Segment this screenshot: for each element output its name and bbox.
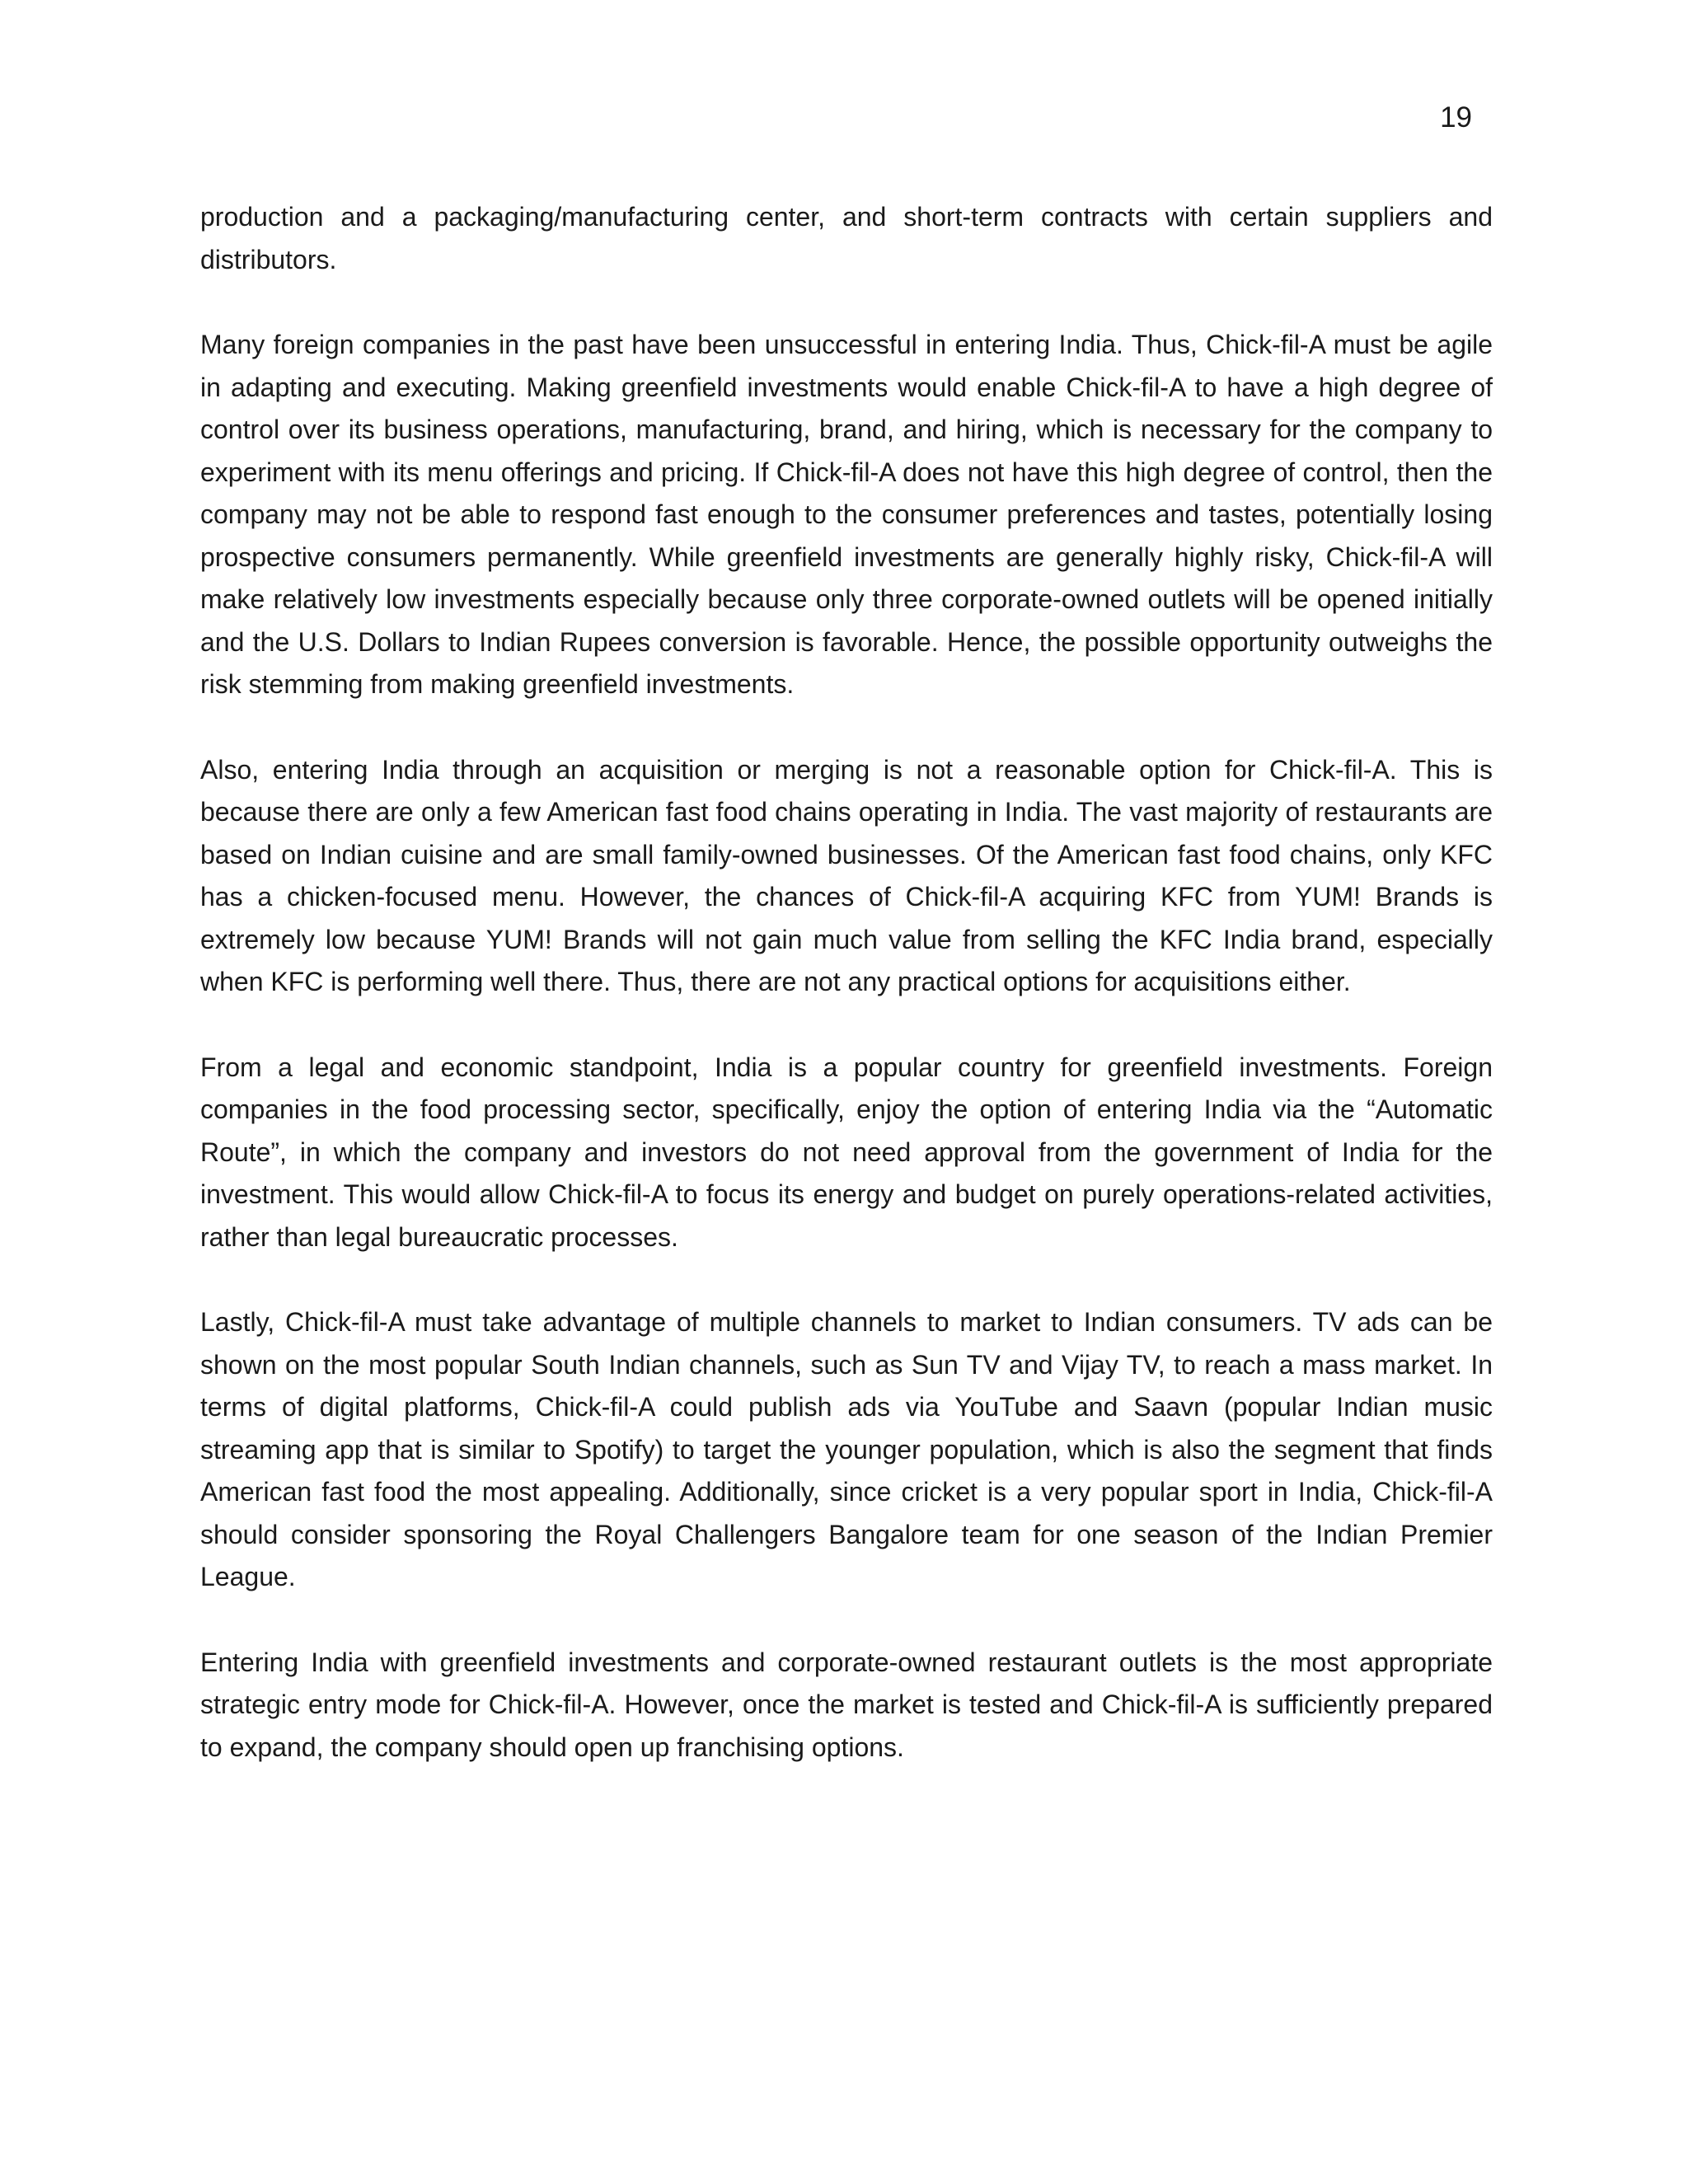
paragraph-3: Also, entering India through an acquisition or merging is not a reasonable option for Chick-fil-A. This is because there are only a few American fast food chains operating in India. The vast majority of restaurants are based on Indian cuisine and are small family-owned businesses. Of the American fast food chains, only KFC has a chicken-focused menu. However, the chances of Chick-fil-A acquiring KFC from YUM! Brands is extremely low because YUM! Brands will not gain much value from selling the KFC India brand, especially when KFC is performing well there. Thus, there are not any practical options for acquisitions either. [200, 754, 1493, 996]
paragraph-5: Lastly, Chick-fil-A must take advantage of multiple channels to market to Indian consumers. TV ads can be shown on the most popular South Indian channels, such as Sun TV and Vijay TV, to reach a mass market. In terms of digital platforms, Chick-fil-A could publish ads via YouTube and Saavn (popular Indian music streaming app that is similar to Spotify) to target the younger population, which is also the segment that finds American fast food the most appealing. Additionally, since cricket is a very popular sport in India, Chick-fil-A should consider sponsoring the Royal Challengers Bangalore team for one season of the Indian Premier League. [200, 1307, 1493, 1591]
paragraph-4: From a legal and economic standpoint, India is a popular country for greenfield investments. Foreign companies in the food processing sector, specifically, enjoy the option of entering India via the “Automatic Route”, in which the company and investors do not need approval from the government of India for the investment. This would allow Chick-fil-A to focus its energy and budget on purely operations-related activities, rather than legal bureaucratic processes. [200, 1052, 1493, 1252]
paragraph-2: Many foreign companies in the past have been unsuccessful in entering India. Thus, Chick-fil-A must be agile in adapting and executing. Making greenfield investments would enable Chick-fil-A to have a high degree of control over its business operations, manufacturing, brand, and hiring, which is necessary for the company to experiment with its menu offerings and pricing. If Chick-fil-A does not have this high degree of control, then the company may not be able to respond fast enough to the consumer preferences and tastes, potentially losing prospective consumers permanently. While greenfield investments are generally highly risky, Chick-fil-A will make relatively low investments especially because only three corporate-owned outlets will be opened initially and the U.S. Dollars to Indian Rupees conversion is favorable. Hence, the possible opportunity outweighs the risk stemming from making greenfield investments. [200, 330, 1493, 699]
body-text [200, 196, 1493, 1811]
paragraph-1: production and a packaging/manufacturing center, and short-term contracts with certain suppliers and distributors. [200, 202, 1493, 274]
paragraph-6: Entering India with greenfield investments and corporate-owned restaurant outlets is the most appropriate strategic entry mode for Chick-fil-A. However, once the market is tested and Chick-fil-A is sufficiently prepared to expand, the company should open up franchising options. [200, 1647, 1493, 1762]
page-number: 19 [1440, 101, 1472, 134]
